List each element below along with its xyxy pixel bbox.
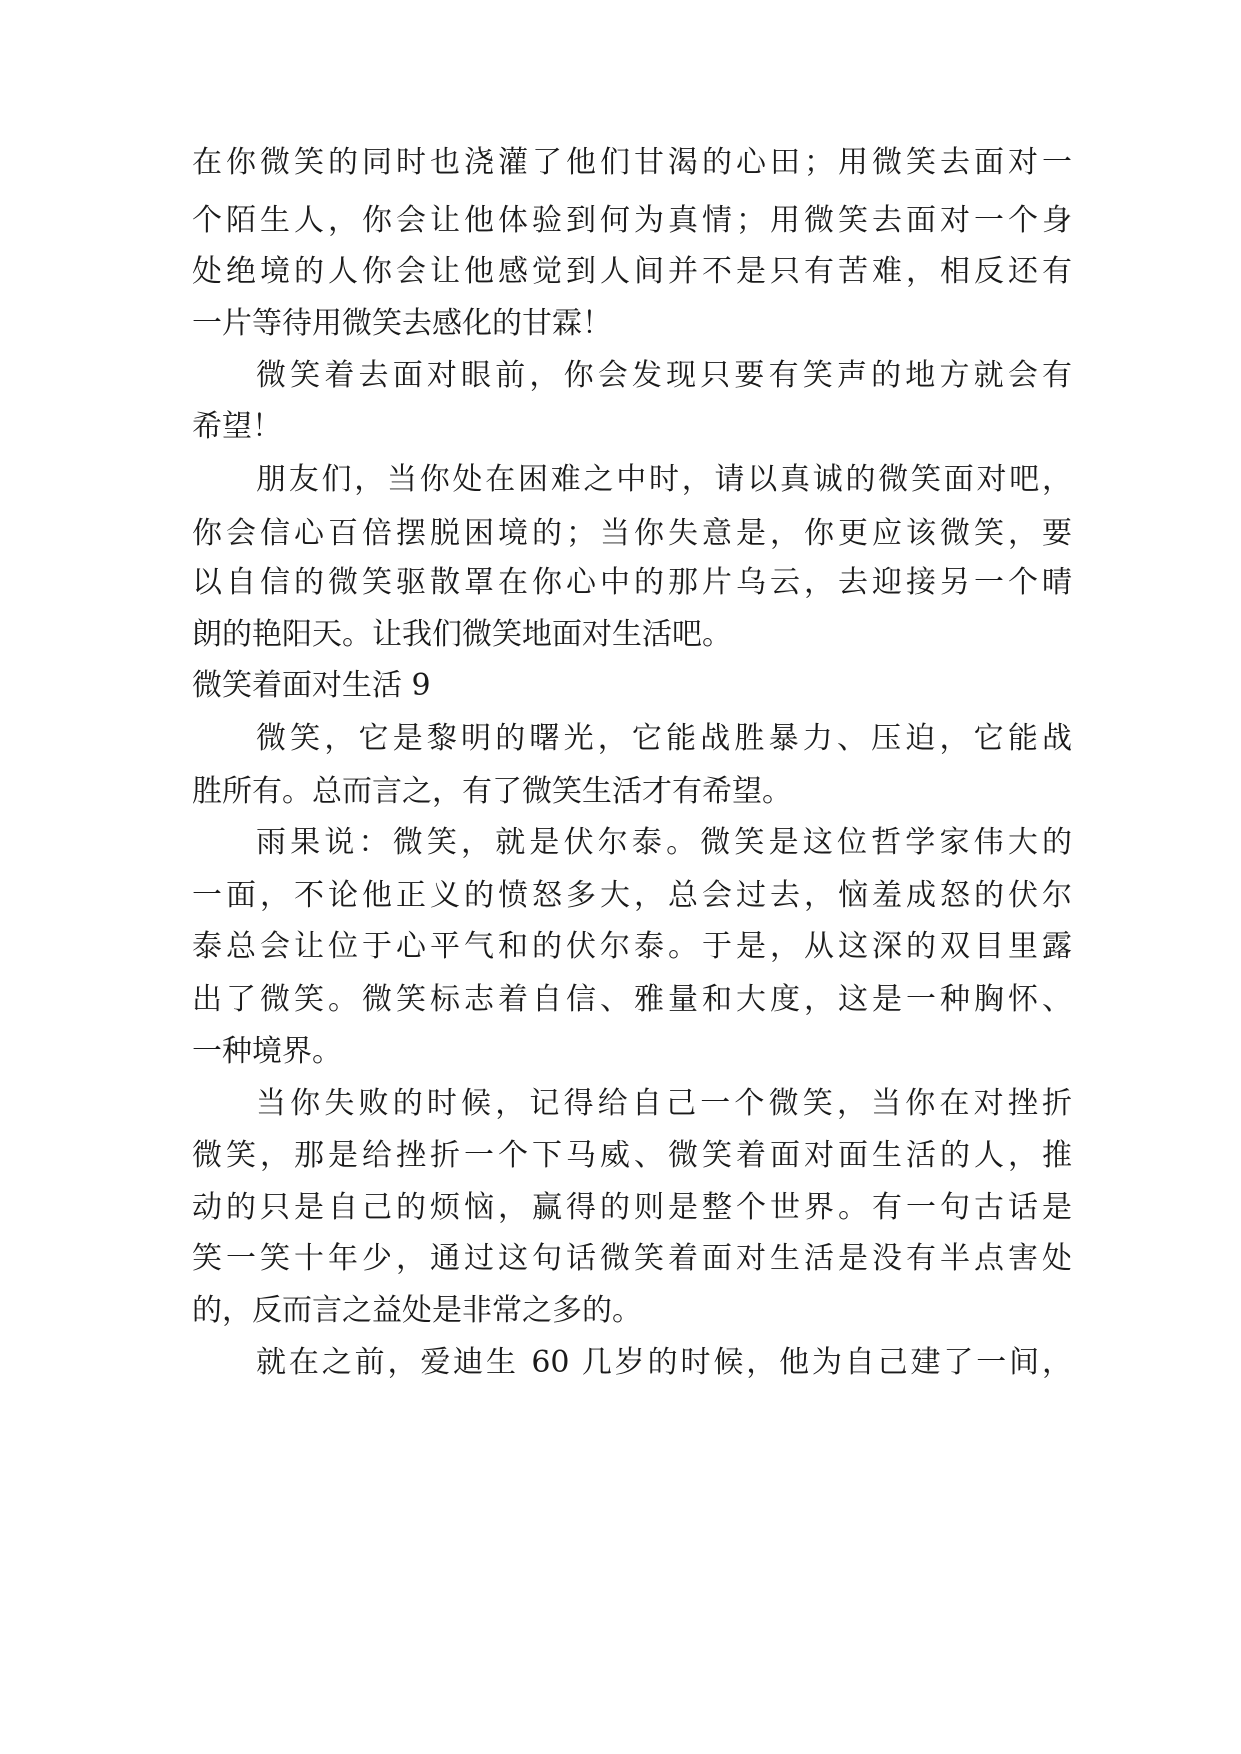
body-text-line: 泰总会让位于心平气和的伏尔泰。于是，从这深的双目里露 (192, 929, 1072, 964)
section-heading: 微笑着面对生活 9 (192, 668, 431, 703)
body-text-line: 胜所有。总而言之，有了微笑生活才有希望。 (192, 774, 792, 809)
paragraph-first-line: 当你失败的时候，记得给自己一个微笑，当你在对挫折 (256, 1086, 1072, 1121)
body-text-line: 微笑，那是给挫折一个下马威、微笑着面对面生活的人，推 (192, 1138, 1072, 1173)
body-text-line: 动的只是自己的烦恼，赢得的则是整个世界。有一句古话是 (192, 1190, 1072, 1225)
body-text-line: 一种境界。 (192, 1034, 342, 1069)
paragraph-first-line: 微笑着去面对眼前，你会发现只要有笑声的地方就会有 (256, 358, 1072, 393)
paragraph-first-line: 朋友们，当你处在困难之中时，请以真诚的微笑面对吧， (256, 462, 1072, 497)
body-text-line: 朗的艳阳天。让我们微笑地面对生活吧。 (192, 617, 732, 652)
body-text-line: 个陌生人，你会让他体验到何为真情；用微笑去面对一个身 (192, 203, 1072, 238)
body-text-line: 的，反而言之益处是非常之多的。 (192, 1293, 642, 1328)
body-text-line: 以自信的微笑驱散罩在你心中的那片乌云，去迎接另一个晴 (192, 565, 1072, 600)
body-text-line: 笑一笑十年少，通过这句话微笑着面对生活是没有半点害处 (192, 1241, 1072, 1276)
paragraph-first-line: 雨果说：微笑，就是伏尔泰。微笑是这位哲学家伟大的 (256, 825, 1072, 860)
paragraph-first-line: 就在之前，爱迪生 60 几岁的时候，他为自己建了一间， (256, 1345, 1072, 1380)
body-text-line: 一片等待用微笑去感化的甘霖！ (192, 306, 612, 341)
body-text-line: 出了微笑。微笑标志着自信、雅量和大度，这是一种胸怀、 (192, 982, 1072, 1017)
body-text-line: 一面，不论他正义的愤怒多大，总会过去，恼羞成怒的伏尔 (192, 878, 1072, 913)
paragraph-first-line: 微笑，它是黎明的曙光，它能战胜暴力、压迫，它能战 (256, 721, 1072, 756)
body-text-line: 处绝境的人你会让他感觉到人间并不是只有苦难，相反还有 (192, 254, 1072, 289)
body-text-line: 你会信心百倍摆脱困境的；当你失意是，你更应该微笑，要 (192, 516, 1072, 551)
body-text-line: 希望！ (192, 409, 282, 444)
body-text-line: 在你微笑的同时也浇灌了他们甘渴的心田；用微笑去面对一 (192, 145, 1072, 180)
